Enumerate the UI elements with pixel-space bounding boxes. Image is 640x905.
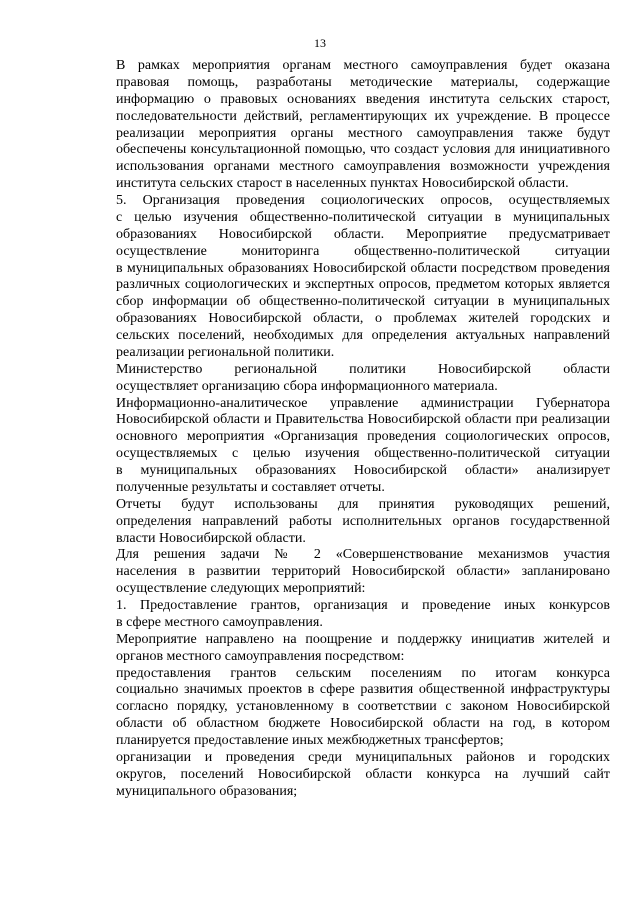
text-line: предоставления грантов сельским поселениям по итогам конкурса: [116, 665, 610, 681]
text-line: Новосибирской области и Правительства Новосибирской области при реализации: [116, 412, 610, 428]
text-line: реализации региональной политики.: [116, 344, 335, 360]
text-line: В рамках мероприятия органам местного самоуправления будет оказана: [116, 58, 610, 73]
text-line: муниципального образования;: [116, 783, 298, 799]
text-line: социально значимых проектов в сфере развития общественной инфраструктуры: [116, 682, 610, 698]
text-line: осуществляемых с целью изучения общественно-политической ситуации: [116, 446, 610, 462]
paragraph: [76, 632, 610, 666]
text-line: реализации мероприятия органы местного самоуправления также будут: [116, 125, 610, 141]
text-line: организации и проведения среди муниципальных районов и городских: [116, 749, 610, 765]
paragraph: [76, 497, 610, 548]
text-line: населения в развитии территорий Новосибирской области» запланировано: [116, 564, 610, 580]
text-line: 5. Организация проведения социологических опросов, осуществляемых: [116, 193, 610, 208]
paragraph: [76, 666, 610, 750]
text-line: осуществляет организацию сбора информационного материала.: [116, 378, 498, 394]
body-text: [76, 58, 610, 801]
text-line: института сельских старост в населенных пунктах Новосибирской области.: [116, 176, 569, 192]
text-line: определения направлений работы исполнительных органов государственной: [116, 513, 610, 529]
paragraph: [76, 396, 610, 497]
text-line: осуществление следующих мероприятий:: [116, 581, 366, 597]
text-line: использования органами местного самоуправления возможности учреждения: [116, 159, 610, 175]
text-line: образованиях Новосибирской области. Мероприятие предусматривает: [116, 226, 610, 242]
text-line: в муниципальных образованиях Новосибирской области посредством проведения: [116, 260, 610, 276]
text-line: Мероприятие направлено на поощрение и поддержку инициатив жителей и: [116, 631, 610, 647]
text-line: планируется предоставление иных межбюджетных трансфертов;: [116, 733, 504, 748]
text-line: различных социологических и экспертных опросов, предметом которых является: [116, 277, 610, 293]
paragraph: [76, 58, 610, 193]
page-number: 13: [314, 36, 326, 50]
text-line: 1. Предоставление грантов, организация и проведение иных конкурсов: [116, 598, 610, 613]
text-line: Для решения задачи № 2 «Совершенствование механизмов участия: [116, 547, 610, 563]
text-line: согласно порядку, установленному в соответствии с законом Новосибирской: [116, 699, 610, 715]
text-line: Отчеты будут использованы для принятия руководящих решений,: [116, 496, 610, 512]
text-line: последовательности действий, регламентирующих их учреждение. В процессе: [116, 108, 610, 124]
paragraph: [76, 193, 610, 362]
paragraph: [76, 362, 610, 396]
text-line: власти Новосибирской области.: [116, 530, 306, 546]
text-line: округов, поселений Новосибирской области конкурса на лучший сайт: [116, 766, 610, 782]
text-line: информацию о правовых основаниях введения института сельских старост,: [116, 91, 610, 107]
text-line: Информационно-аналитическое управление администрации Губернатора: [116, 395, 610, 411]
text-line: органов местного самоуправления посредством:: [116, 648, 405, 664]
paragraph: [76, 598, 610, 632]
paragraph: [76, 547, 610, 598]
paragraph: [76, 750, 610, 801]
text-line: осуществление мониторинга общественно-политической ситуации: [116, 243, 610, 259]
text-line: основного мероприятия «Организация проведения социологических опросов,: [116, 429, 610, 445]
text-line: в муниципальных образованиях Новосибирской области» анализирует: [116, 463, 610, 478]
text-line: образованиях Новосибирской области, о проблемах жителей городских и: [116, 311, 610, 327]
text-line: сбор информации об общественно-политической ситуации в муниципальных: [116, 294, 610, 310]
text-line: сельских поселений, необходимых для определения актуальных направлений: [116, 328, 610, 343]
text-line: правовая помощь, разработаны методические материалы, содержащие: [116, 74, 610, 90]
text-line: области об областном бюджете Новосибирской области на год, в котором: [116, 716, 610, 732]
text-line: Министерство региональной политики Новосибирской области: [116, 361, 610, 377]
text-line: с целью изучения общественно-политической ситуации в муниципальных: [116, 209, 610, 225]
text-line: полученные результаты и составляет отчеты.: [116, 479, 385, 495]
text-line: в сфере местного самоуправления.: [116, 614, 323, 630]
text-line: обеспечены консультационной помощью, что создаст условия для инициативного: [116, 142, 610, 158]
